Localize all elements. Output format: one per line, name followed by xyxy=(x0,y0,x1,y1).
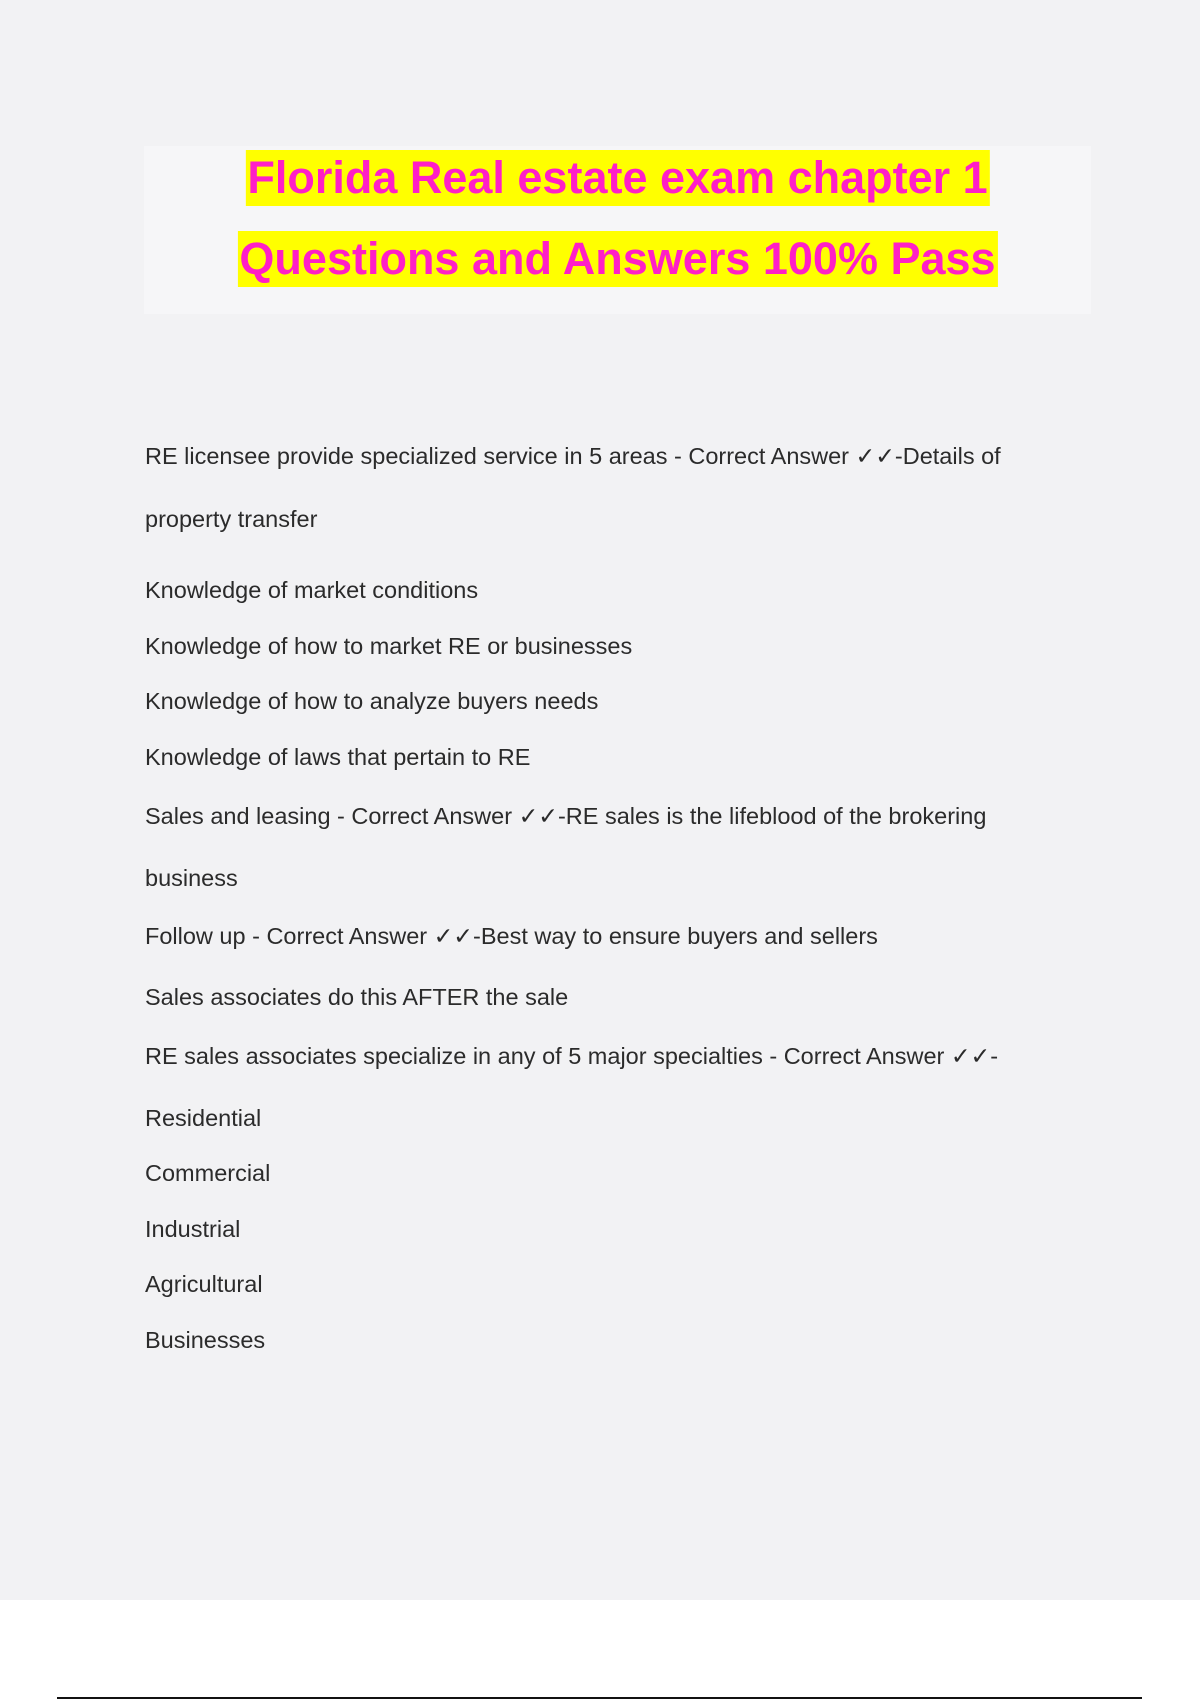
qa-line-13: Commercial xyxy=(145,1160,271,1186)
qa-line-5: Knowledge of how to analyze buyers needs xyxy=(145,688,599,714)
qa-line-7: Sales and leasing - Correct Answer ✓✓-RE sales is the lifeblood of the brokering xyxy=(145,803,987,829)
qa-line-8: business xyxy=(145,865,238,891)
footer-divider xyxy=(57,1697,1142,1699)
qa-line-11: RE sales associates specialize in any of 5 major specialties - Correct Answer ✓✓- xyxy=(145,1043,999,1069)
qa-line-10: Sales associates do this AFTER the sale xyxy=(145,984,569,1010)
document-title-line-2: Questions and Answers 100% Pass xyxy=(237,231,997,287)
qa-line-16: Businesses xyxy=(145,1327,266,1353)
document-title-line-1: Florida Real estate exam chapter 1 xyxy=(245,150,989,206)
qa-line-4: Knowledge of how to market RE or businesses xyxy=(145,633,633,659)
qa-line-12: Residential xyxy=(145,1105,262,1131)
title-block xyxy=(144,146,1091,314)
qa-line-9: Follow up - Correct Answer ✓✓-Best way to ensure buyers and sellers xyxy=(145,923,878,949)
qa-line-1: RE licensee provide specialized service in 5 areas - Correct Answer ✓✓-Details of xyxy=(145,443,1001,469)
qa-line-6: Knowledge of laws that pertain to RE xyxy=(145,744,531,770)
qa-line-2: property transfer xyxy=(145,506,318,532)
qa-line-3: Knowledge of market conditions xyxy=(145,577,479,603)
qa-line-14: Industrial xyxy=(145,1216,241,1242)
qa-line-15: Agricultural xyxy=(145,1271,263,1297)
